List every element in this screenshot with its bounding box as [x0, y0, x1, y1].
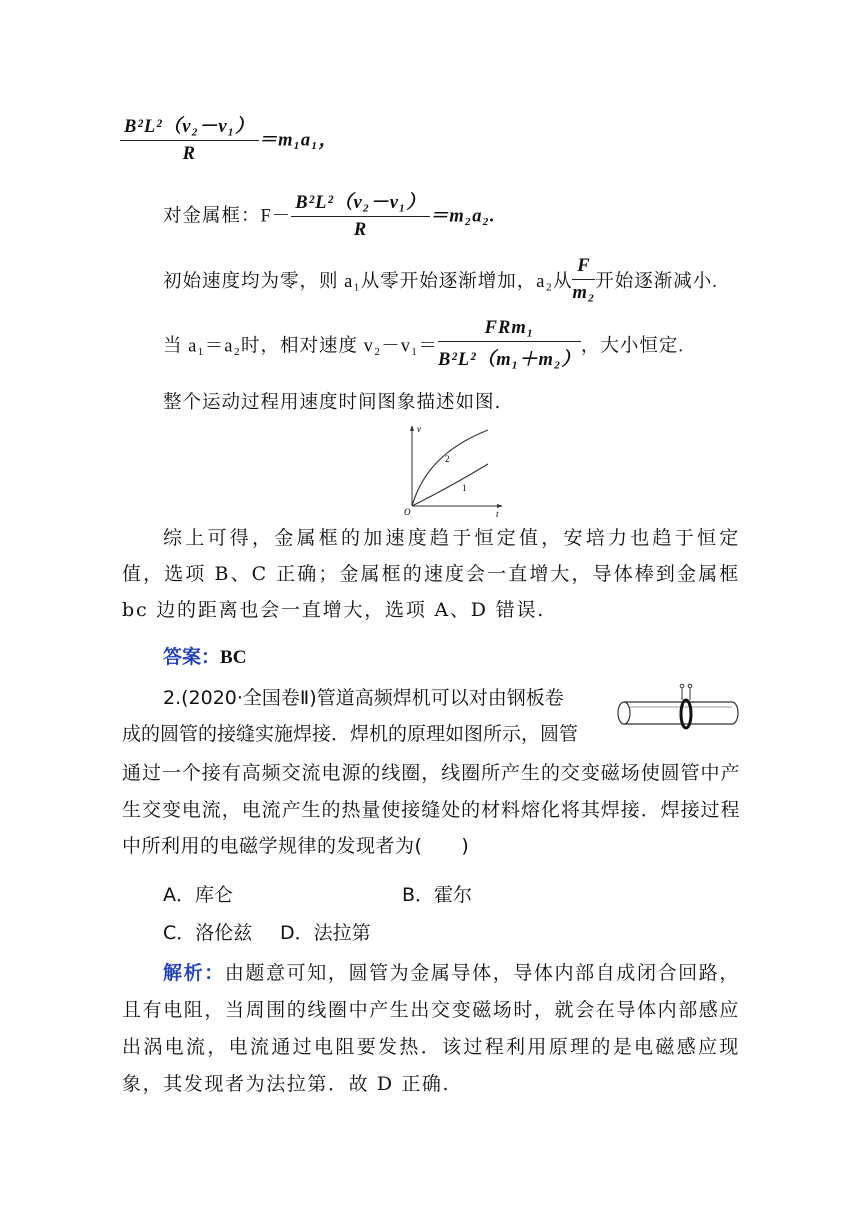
- fraction-numerator: B²L²（v₂－v₁）: [291, 188, 430, 217]
- text-line-graph-intro: 整个运动过程用速度时间图象描述如图.: [163, 392, 502, 413]
- fraction: [120, 112, 259, 165]
- question-2-stem-text: 通过一个接有高频交流电源的线圈，线圈所产生的交变磁场使圆管中产生交变电流，电流产生的热量使接缝处的材料熔化将其焊接．焊接过程中所利用的电磁学规律的发现者为( ): [122, 762, 740, 857]
- y-axis-arrow-icon: [410, 425, 414, 431]
- fraction-denominator: m₂: [572, 283, 596, 303]
- fraction-numerator: B²L²（v₂－v₁）: [120, 112, 259, 141]
- x-axis-arrow-icon: [497, 504, 503, 508]
- curve-1: [412, 464, 488, 506]
- analysis-paragraph: [122, 955, 740, 1103]
- fraction-denominator: R: [353, 220, 368, 240]
- text-segment: 初始速度均为零，则 a₁从零开始逐渐增加，a₂从: [163, 272, 573, 292]
- equation-prefix: 对金属框：F－: [163, 206, 292, 227]
- equation-rhs: ＝m₁a₁，: [258, 130, 339, 151]
- fraction-numerator: FRm₁: [438, 318, 581, 342]
- pipe-welder-figure: [614, 680, 744, 740]
- equation-rhs: ＝m₂a₂.: [429, 206, 496, 227]
- conclusion-paragraph: [122, 520, 740, 628]
- x-axis-label: t: [496, 509, 499, 519]
- curve-2: [412, 430, 488, 506]
- answer-1: [163, 642, 246, 669]
- curve-2-label: 2: [445, 454, 450, 464]
- fraction-denominator: R: [182, 144, 196, 164]
- terminal-right: [688, 684, 692, 688]
- question-2-stem-rest: [122, 755, 740, 865]
- question-2-stem-line-1: [163, 683, 564, 710]
- equation-1: [120, 112, 338, 165]
- analysis-label: 解析：: [163, 962, 225, 984]
- fraction: [291, 188, 430, 241]
- curve-1-label: 1: [462, 483, 467, 493]
- text-line-initial-speed: [163, 256, 718, 304]
- question-2-stem-line-2: 成的圆管的接缝实施焊接．焊机的原理如图所示，圆管: [122, 723, 579, 745]
- option-c: C．洛伦兹: [163, 922, 253, 944]
- option-d: D．法拉第: [280, 922, 371, 944]
- fraction-denominator: B²L²（m₁＋m₂）: [437, 350, 581, 370]
- terminal-left: [680, 684, 684, 688]
- equation-2: [163, 188, 496, 241]
- option-a: A．库仑: [163, 884, 233, 906]
- analysis-text: 由题意可知，圆管为金属导体，导体内部自成闭合回路，且有电阻，当周围的线圈中产生出交变磁场时，就会在导体内部感应出涡电流，电流通过电阻要发热．该过程利用原理的是电磁感应现象，其发现者为法拉第．故 D 正确.: [122, 962, 741, 1095]
- fraction-numerator: F: [572, 256, 595, 280]
- fraction: [572, 256, 595, 304]
- option-b: B．霍尔: [402, 884, 473, 906]
- question-2-number-and-stem: 2.(2020·全国卷Ⅱ)管道高频焊机可以对由钢板卷: [163, 687, 564, 709]
- text-segment: ，大小恒定.: [580, 336, 685, 357]
- origin-label: O: [404, 507, 411, 517]
- answer-label: 答案：: [163, 646, 221, 668]
- answer-value: BC: [220, 647, 247, 668]
- velocity-time-graph: [400, 422, 510, 522]
- pipe-end: [618, 702, 630, 724]
- text-segment: 开始逐渐减小.: [595, 272, 718, 292]
- text-segment: 当 a₁＝a₂时，相对速度 v₂－v₁＝: [163, 336, 438, 357]
- y-axis-label: v: [417, 424, 421, 434]
- text-line-relative-speed: [163, 318, 684, 371]
- fraction: [438, 318, 581, 371]
- conclusion-text: 综上可得，金属框的加速度趋于恒定值，安培力也趋于恒定值，选项 B、C 正确；金属框的速度会一直增大，导体棒到金属框 bc 边的距离也会一直增大，选项 A、D 错误.: [122, 527, 740, 621]
